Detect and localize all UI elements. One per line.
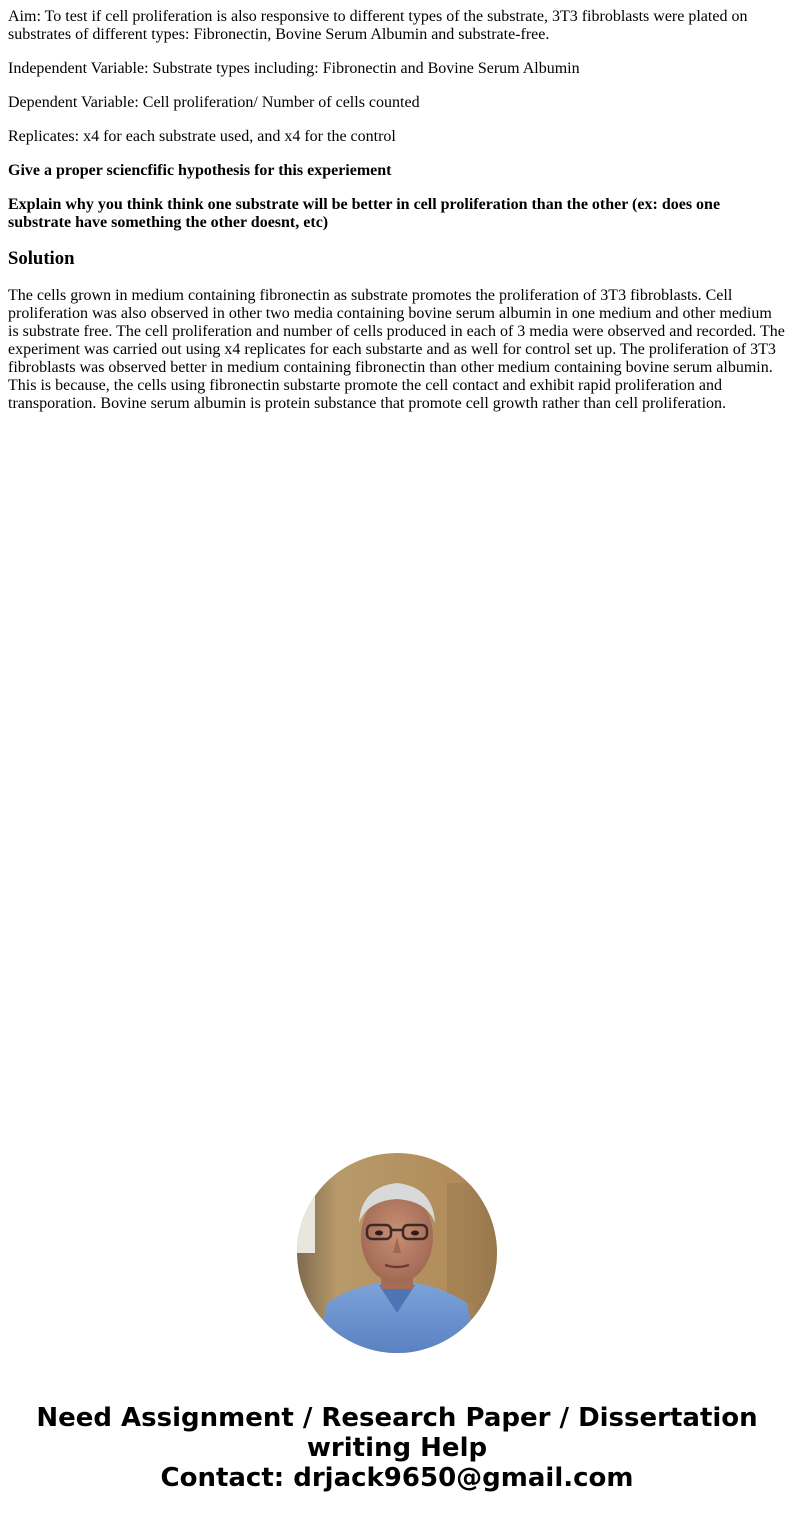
solution-heading: Solution bbox=[8, 248, 75, 269]
independent-variable-text: Independent Variable: Substrate types including: Fibronectin and Bovine Serum Albumin bbox=[8, 60, 580, 77]
help-banner-text: Need Assignment / Research Paper / Dissertation writing Help bbox=[36, 1403, 758, 1463]
solution-text: The cells grown in medium containing fibronectin as substrate promotes the proliferation of 3T3 fibroblasts. Cell proliferation was also observed in other two media containing bovine serum albumin in one medium and other medium is substrate free. The cell proliferation and number of cells produced in each of 3 media were observed and recorded. The experiment was carried out using x4 replicates for each substarte and as well for control set up. The proliferation of 3T3 fibroblasts was observed better in medium containing fibronectin than other medium containing bovine serum albumin. This is because, the cells using fibronectin substarte promote the cell contact and exhibit rapid proliferation and transporation. Bovine serum albumin is protein substance that promote cell growth rather than cell proliferation. bbox=[8, 287, 785, 412]
aim-text: Aim: To test if cell proliferation is also responsive to different types of the substrate, 3T3 fibroblasts were plated on substrates of different types: Fibronectin, Bovine Serum Albumin and substrate-free. bbox=[8, 8, 748, 43]
footer-banner bbox=[0, 1403, 794, 1493]
hypothesis-prompt: Give a proper sciencfific hypothesis for this experiement bbox=[8, 162, 392, 179]
contact-text: Contact: drjack9650@gmail.com bbox=[160, 1463, 634, 1493]
author-avatar bbox=[297, 1153, 497, 1353]
author-portrait-icon bbox=[297, 1153, 497, 1353]
explanation-prompt: Explain why you think think one substrate will be better in cell proliferation than the other (ex: does one substrate have something the other doesnt, etc) bbox=[8, 196, 721, 231]
document-body bbox=[8, 8, 786, 413]
replicates-text: Replicates: x4 for each substrate used, and x4 for the control bbox=[8, 128, 396, 145]
dependent-variable-text: Dependent Variable: Cell proliferation/ Number of cells counted bbox=[8, 94, 420, 111]
